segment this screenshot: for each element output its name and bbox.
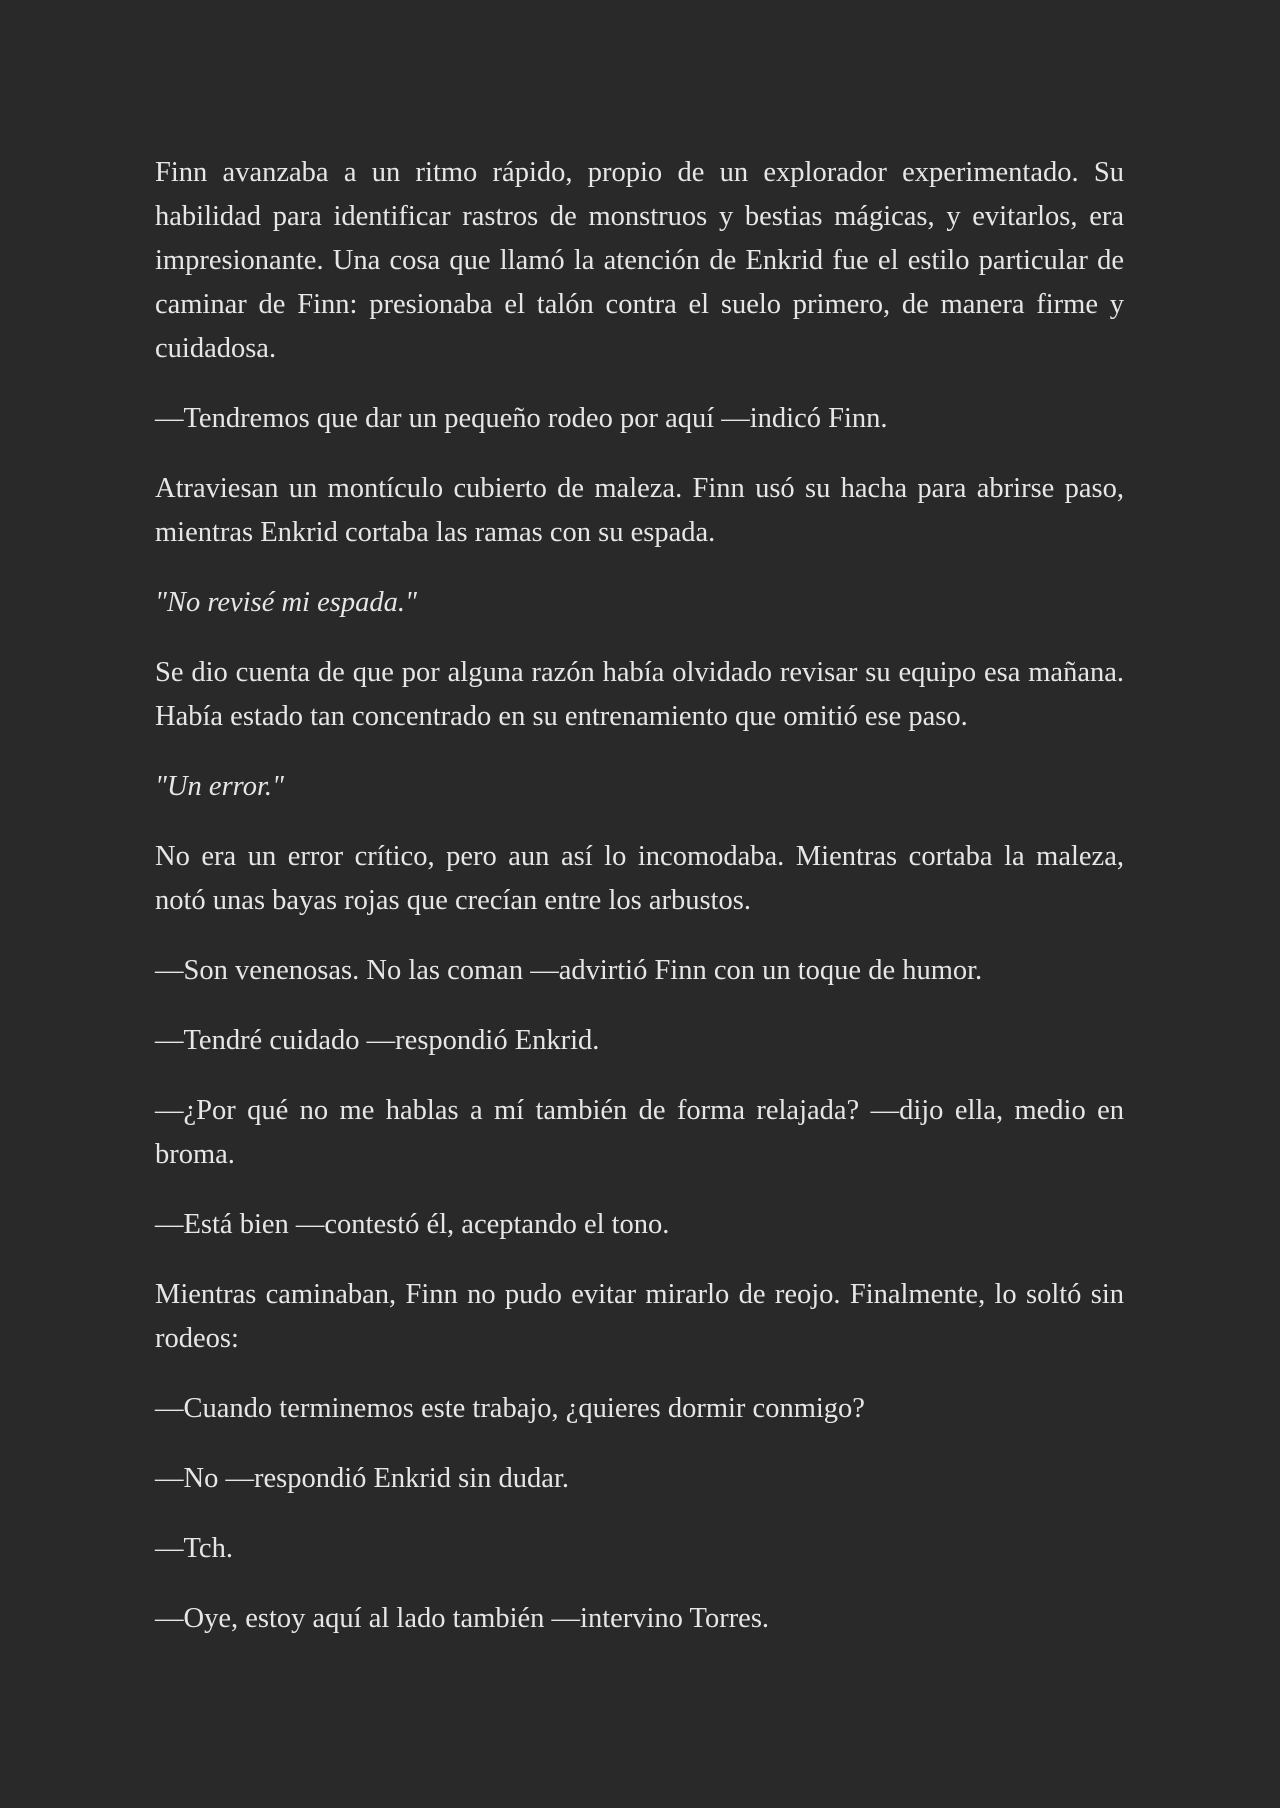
paragraph-narration: Finn avanzaba a un ritmo rápido, propio de un explorador experimentado. Su habilidad para identificar rastros de monstruos y bestias mágicas, y evitarlos, era impresionante. Una cosa que llamó la atención de Enkrid fue el estilo particular de caminar de Finn: presionaba el talón contra el suelo primero, de manera firme y cuidadosa.	[155, 157, 1124, 364]
paragraph-narration: Se dio cuenta de que por alguna razón había olvidado revisar su equipo esa mañana. Había estado tan concentrado en su entrenamiento que omitió ese paso.	[155, 657, 1124, 732]
paragraph-dialogue: —Tendré cuidado —respondió Enkrid.	[155, 1025, 600, 1056]
paragraph-thought: "Un error."	[155, 771, 284, 802]
paragraph-narration: No era un error crítico, pero aun así lo incomodaba. Mientras cortaba la maleza, notó unas bayas rojas que crecían entre los arbustos.	[155, 841, 1124, 916]
paragraph-narration: Atraviesan un montículo cubierto de maleza. Finn usó su hacha para abrirse paso, mientras Enkrid cortaba las ramas con su espada.	[155, 473, 1124, 548]
paragraph-dialogue: —Cuando terminemos este trabajo, ¿quieres dormir conmigo?	[155, 1393, 865, 1424]
paragraph-dialogue: —Son venenosas. No las coman —advirtió Finn con un toque de humor.	[155, 955, 983, 986]
paragraph-dialogue: —Tendremos que dar un pequeño rodeo por aquí —indicó Finn.	[155, 403, 888, 434]
paragraph-dialogue: —¿Por qué no me hablas a mí también de forma relajada? —dijo ella, medio en broma.	[155, 1095, 1124, 1170]
reading-content	[155, 151, 1124, 1641]
paragraph-dialogue: —Oye, estoy aquí al lado también —intervino Torres.	[155, 1603, 770, 1634]
paragraph-dialogue: —Está bien —contestó él, aceptando el tono.	[155, 1209, 670, 1240]
paragraph-thought: "No revisé mi espada."	[155, 587, 417, 618]
paragraph-narration: Mientras caminaban, Finn no pudo evitar mirarlo de reojo. Finalmente, lo soltó sin rodeos:	[155, 1279, 1124, 1354]
paragraph-dialogue: —Tch.	[155, 1533, 233, 1564]
paragraph-dialogue: —No —respondió Enkrid sin dudar.	[155, 1463, 570, 1494]
